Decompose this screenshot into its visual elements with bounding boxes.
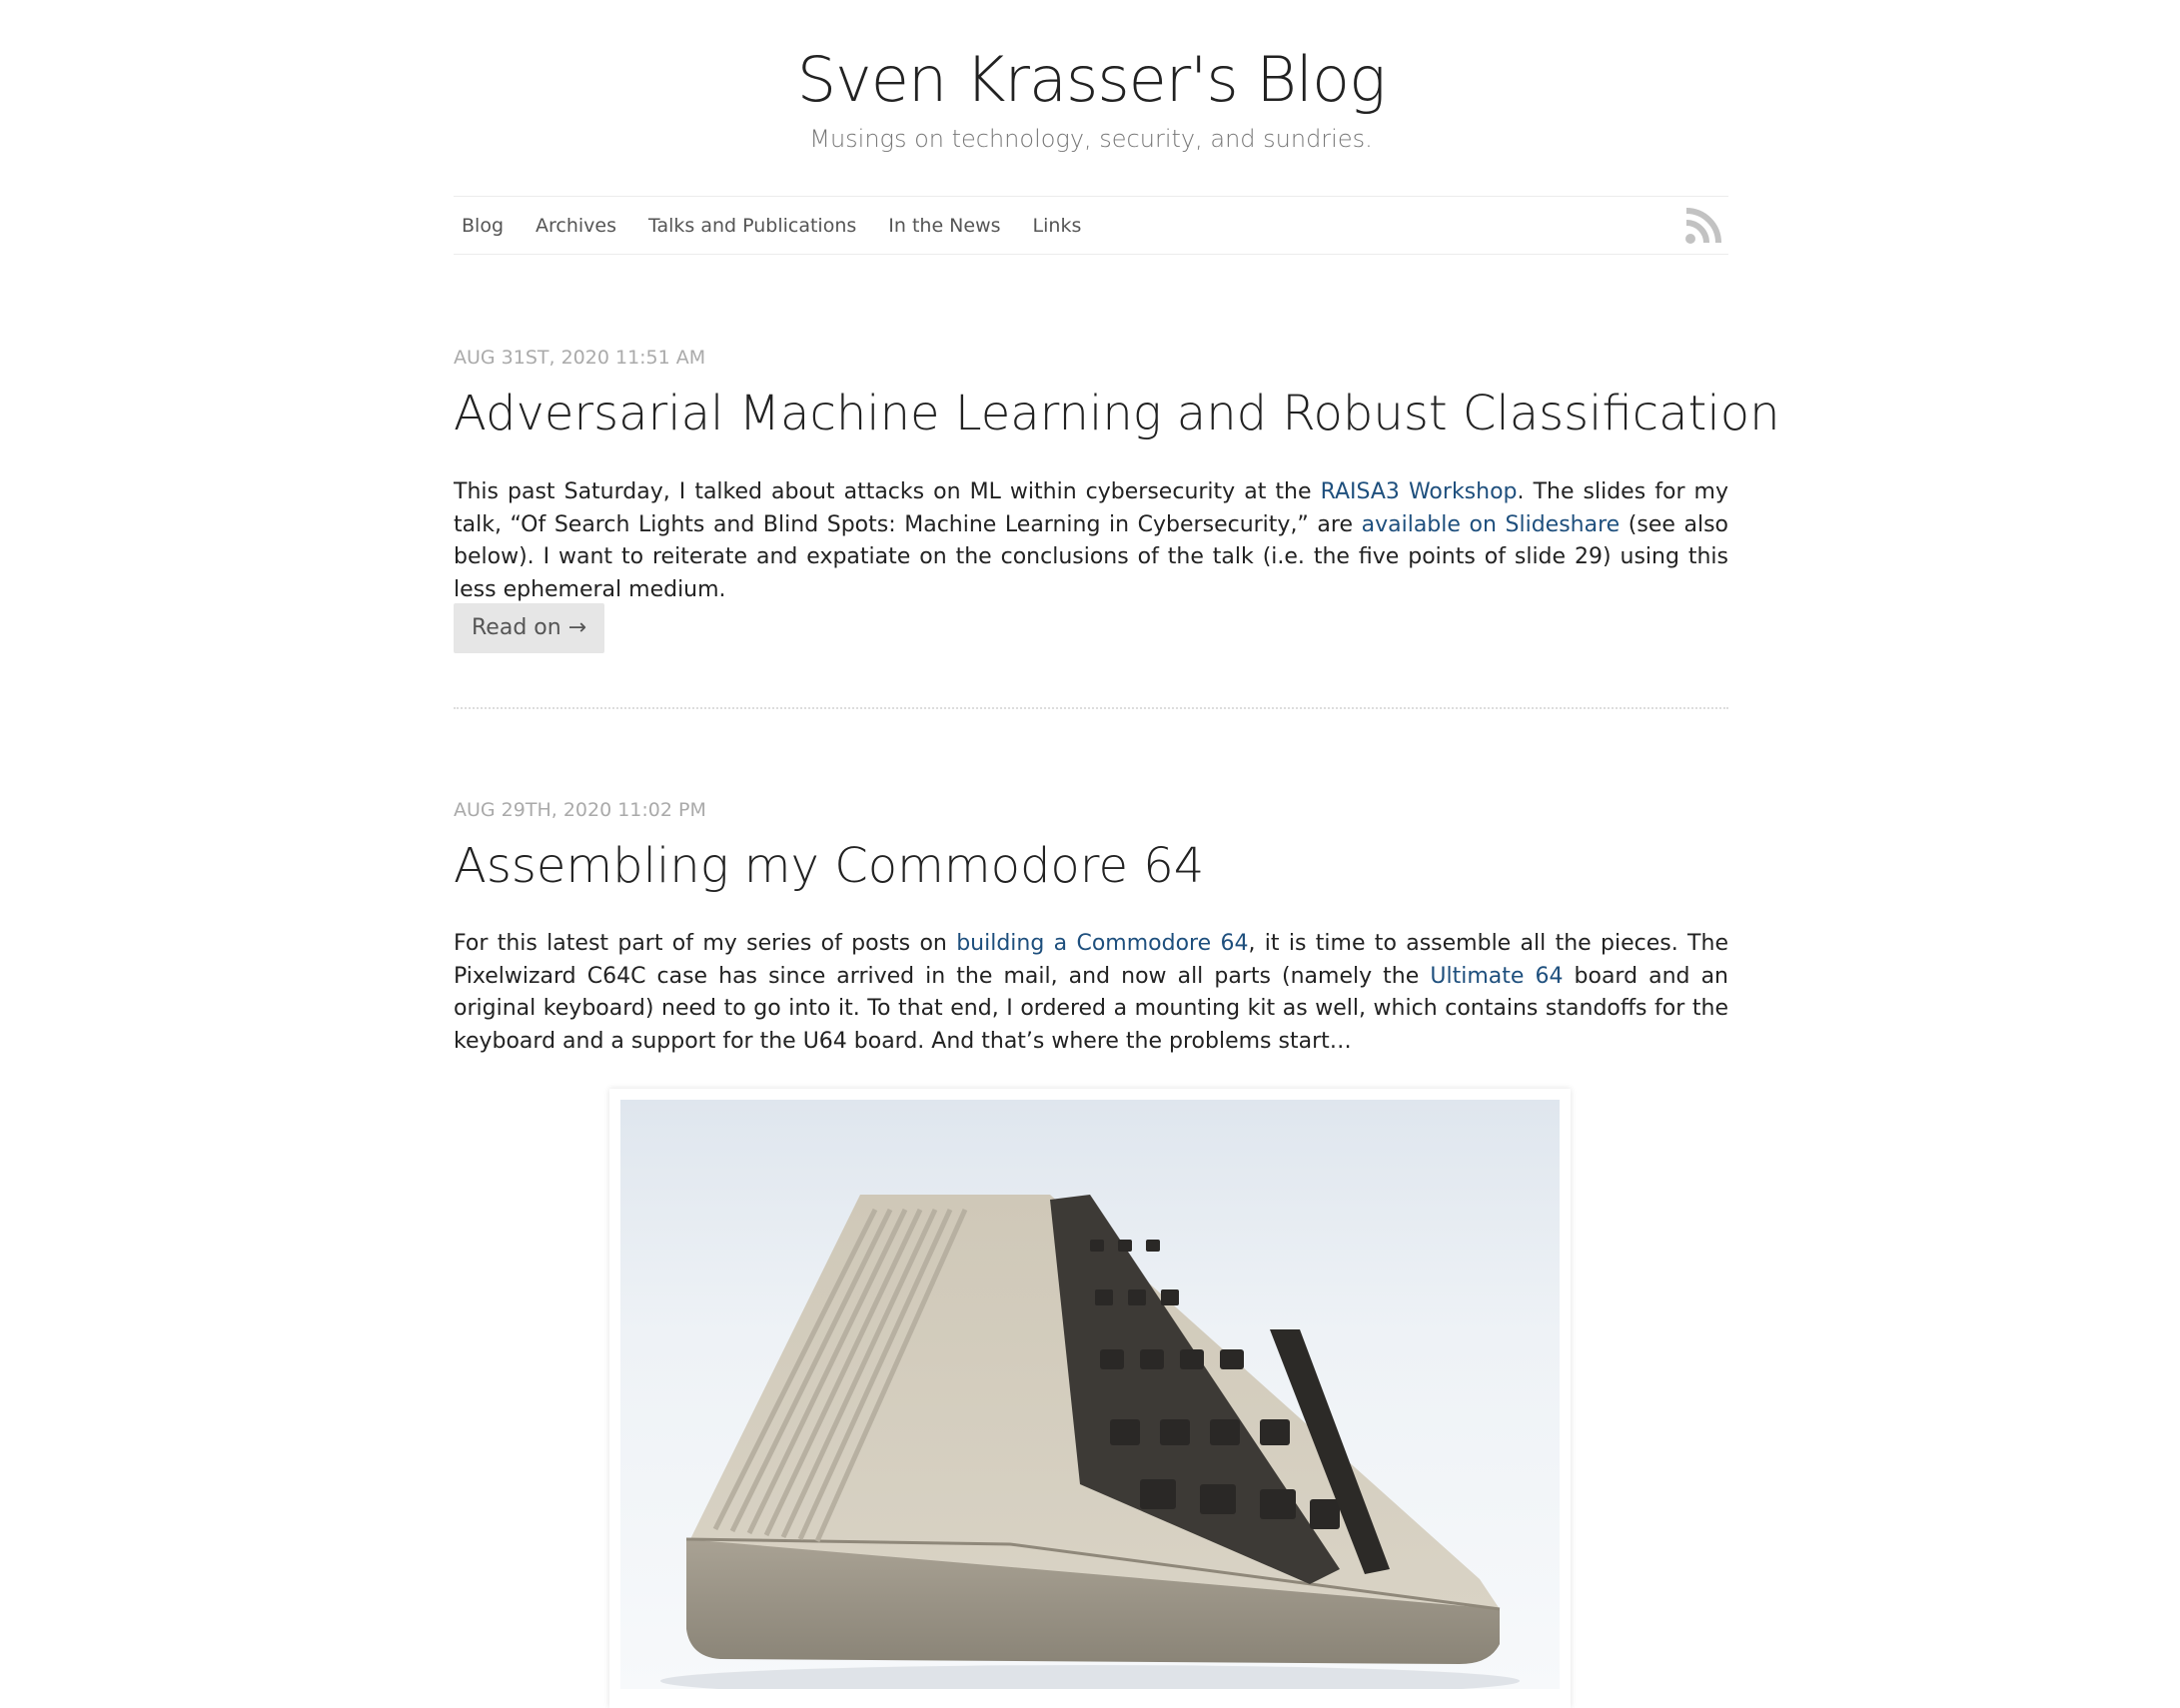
post-text: board and an original keyboard) need to go into it. To that end, I ordered a mounting kit as well, which contains standoffs for the keyboard and a support for the U64 board. And that’s where the problems start… xyxy=(454,963,1728,1054)
post-divider xyxy=(454,707,1728,709)
commodore-64-illustration xyxy=(620,1100,1560,1689)
slideshare-link[interactable]: available on Slideshare xyxy=(1361,511,1621,537)
ultimate-64-link[interactable]: Ultimate 64 xyxy=(1430,963,1564,989)
nav-item-in-the-news[interactable]: In the News xyxy=(888,214,1001,237)
post-text: This past Saturday, I talked about attacks on ML within cybersecurity at the xyxy=(454,479,1321,504)
post-excerpt xyxy=(454,928,1728,1058)
read-on-button[interactable]: Read on → xyxy=(454,603,604,653)
nav-item-archives[interactable]: Archives xyxy=(536,214,616,237)
raisa3-workshop-link[interactable]: RAISA3 Workshop xyxy=(1320,479,1518,504)
post-date: AUG 29TH, 2020 11:02 PM xyxy=(454,799,706,821)
post-text: (see also below). I want to reiterate and expatiate on the conclusions of the talk (i.e. the five points of slide 29) using this less ephemeral medium. xyxy=(454,511,1729,602)
rss-feed-button[interactable] xyxy=(1684,207,1722,245)
nav-item-blog[interactable]: Blog xyxy=(462,214,504,237)
site-subtitle: Musings on technology, security, and sundries. xyxy=(809,125,1373,153)
post-text: For this latest part of my series of posts on xyxy=(454,931,957,956)
post-excerpt xyxy=(454,476,1728,606)
post-title[interactable]: Assembling my Commodore 64 xyxy=(454,838,1205,894)
main-nav xyxy=(454,196,1728,255)
rss-icon xyxy=(1684,207,1722,245)
nav-item-talks-and-publications[interactable]: Talks and Publications xyxy=(648,214,857,237)
site-title[interactable]: Sven Krasser's Blog xyxy=(796,43,1386,116)
nav-list xyxy=(462,197,1113,254)
post-text: . The slides for my talk, “Of Search Lights and Blind Spots: Machine Learning in Cybersecurity,” are xyxy=(454,479,1728,537)
post-text: , it is time to assemble all the pieces. The Pixelwizard C64C case has since arrived in the mail, and now all parts (namely the xyxy=(454,931,1728,989)
post-date: AUG 31ST, 2020 11:51 AM xyxy=(454,347,706,369)
building-commodore-64-link[interactable]: building a Commodore 64 xyxy=(956,931,1249,956)
nav-item-links[interactable]: Links xyxy=(1032,214,1082,237)
post-figure xyxy=(609,1089,1571,1708)
commodore-64-photo xyxy=(620,1100,1560,1689)
post-title[interactable]: Adversarial Machine Learning and Robust Classification xyxy=(454,386,1780,441)
